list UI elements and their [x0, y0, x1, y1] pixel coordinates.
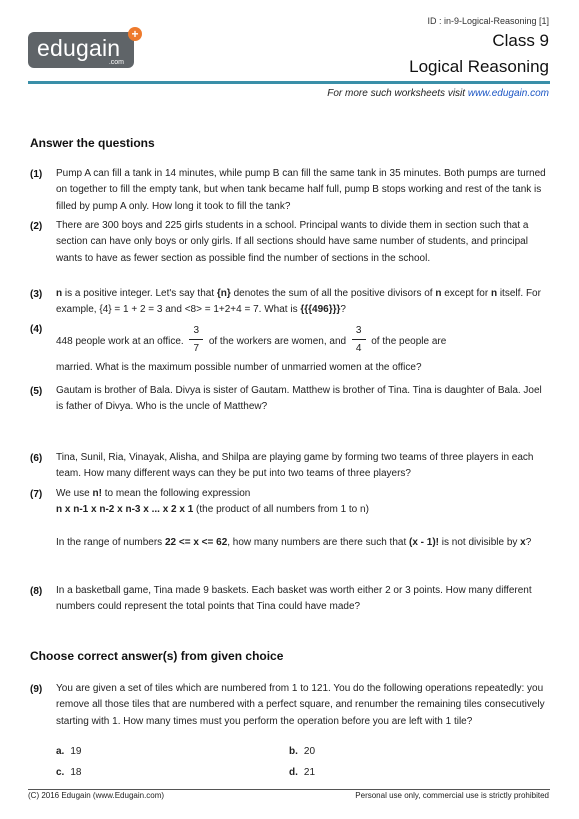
q9-option-a[interactable] — [56, 746, 81, 757]
q7-line3 — [56, 535, 550, 551]
q3-n5: {{{496}}} — [300, 304, 341, 316]
logo-plus-icon: + — [128, 27, 142, 41]
q4-t1: 448 people work at an office. — [56, 336, 184, 348]
worksheet-id: ID : in-9-Logical-Reasoning [1] — [427, 16, 549, 26]
q7-t7: ? — [525, 536, 532, 548]
q3-t3: except for — [441, 288, 491, 299]
q7-b5: x — [520, 536, 526, 548]
q7-line1 — [56, 486, 550, 502]
subject-title: Logical Reasoning — [409, 57, 549, 76]
q3-text — [56, 286, 550, 319]
q9-option-d-label: d. — [289, 767, 298, 778]
q2-text: There are 300 boys and 225 girls students in a school. Principal wants to divide them in section such that a section can have only boys or only girls. If all sections should have same number of students, and principal wants to have as fewer section as possible find the number of sections in the school. — [56, 220, 529, 264]
q7-b3: 22 <= x <= 62 — [164, 536, 228, 548]
q9-option-c-label: c. — [56, 767, 65, 778]
class-title: Class 9 — [492, 31, 549, 50]
q7-b2: n x n-1 x n-2 x n-3 x ... x 2 x 1 — [56, 504, 194, 516]
footer-copyright: (C) 2016 Edugain (www.Edugain.com) — [28, 791, 165, 800]
q9-text: You are given a set of tiles which are numbered from 1 to 121. You do the following operations repeatedly: you remove all those tiles that are numbered with a perfect square, and renumber the remaining tiles consecutively starting with 1. How many times must you perform the operation before you are left with 1 tile? — [56, 683, 545, 727]
q4-fraction-1 — [189, 324, 203, 355]
q7-b4: (x - 1)! — [409, 536, 440, 548]
q3-n4: n — [490, 288, 498, 299]
q4-f1-num: 3 — [193, 325, 200, 336]
q7-t2: to mean the following expression — [101, 488, 251, 499]
q7-text — [56, 486, 550, 551]
q9-option-a-value: 19 — [70, 746, 82, 757]
logo-text: edugain — [37, 35, 121, 61]
q4-line2: married. What is the maximum possible number of unmarried women at the office? — [56, 362, 422, 373]
q5-text: Gautam is brother of Bala. Divya is sister of Gautam. Matthew is brother of Tina. Tina is daughter of Bala. Joel is father of Divya. Who is the uncle of Matthew? — [56, 385, 542, 413]
q4-number: (4) — [30, 324, 43, 335]
q4-f2-den: 4 — [355, 343, 362, 354]
q7-b1: n! — [92, 488, 102, 499]
q1-text: Pump A can fill a tank in 14 minutes, while pump B can fill the same tank in 35 minutes. Both pumps are turned on together to fill the empty tank, but when tank became half full, pump B stops working and rest of the tank is filled by pump A only. How long it took to fill the tank? — [56, 168, 546, 212]
q7-number: (7) — [30, 489, 43, 500]
q4-t3: of the people are — [371, 336, 447, 348]
q9-option-c[interactable] — [56, 767, 81, 778]
q4-f1-den: 7 — [193, 343, 200, 354]
q4-fraction-2 — [352, 324, 366, 355]
q9-option-b[interactable] — [289, 746, 315, 757]
q9-option-b-value: 20 — [303, 746, 316, 757]
q3-n3: n — [435, 288, 442, 299]
q3-t5: ? — [340, 304, 346, 316]
q9-option-d[interactable] — [289, 767, 315, 778]
q7-t1: We use — [56, 488, 93, 499]
logo-suffix: .com — [108, 59, 124, 66]
q6-text: Tina, Sunil, Ria, Vinayak, Alisha, and Shilpa are playing game by forming two teams of three players in each team. How many different ways can they be put into two teams of three players? — [56, 452, 534, 480]
q7-t5: , how many numbers are there such that — [227, 536, 410, 548]
q3-n1: n — [56, 288, 63, 299]
q9-option-a-label: a. — [56, 746, 65, 757]
q9-option-c-value: 18 — [70, 767, 82, 778]
q3-t2: denotes the sum of all the positive divisors of — [230, 288, 436, 299]
q7-t4: In the range of numbers — [56, 536, 165, 548]
q4-t2: of the workers are women, and — [208, 336, 347, 348]
q3-t1: is a positive integer. Let's say that — [62, 288, 217, 299]
q8-number: (8) — [30, 586, 43, 597]
q3-t4: itself. For example, {4} = 1 + 2 = 3 and <8> = 1+2+4 = 7. What is — [56, 288, 541, 316]
q7-t3: (the product of all numbers from 1 to n) — [193, 504, 369, 516]
q2-number: (2) — [30, 221, 43, 232]
q7-line2 — [56, 502, 550, 518]
q6-number: (6) — [30, 453, 43, 464]
q7-t6: is not divisible by — [439, 536, 521, 548]
footer-divider — [28, 789, 550, 790]
q9-number: (9) — [30, 684, 43, 695]
header-divider — [28, 81, 550, 84]
q1-number: (1) — [30, 169, 43, 180]
edugain-logo — [28, 32, 134, 68]
section-heading-choose: Choose correct answer(s) from given choice — [30, 649, 284, 663]
footer-usage-note: Personal use only, commercial use is strictly prohibited — [355, 791, 549, 800]
q9-option-d-value: 21 — [303, 767, 316, 778]
q3-n2: {n} — [216, 288, 231, 299]
edugain-link[interactable]: www.edugain.com — [467, 88, 549, 99]
q9-option-b-label: b. — [289, 746, 298, 757]
more-prefix: For more such worksheets visit — [327, 88, 468, 99]
q4-f2-num: 3 — [355, 325, 362, 336]
q5-number: (5) — [30, 386, 43, 397]
q3-number: (3) — [30, 289, 43, 300]
section-heading-answer: Answer the questions — [30, 136, 155, 150]
q4-line1 — [56, 326, 550, 357]
more-worksheets-note — [327, 88, 549, 99]
q8-text: In a basketball game, Tina made 9 baskets. Each basket was worth either 2 or 3 points. How many different numbers could represent the total points that Tina could have made? — [56, 585, 532, 613]
